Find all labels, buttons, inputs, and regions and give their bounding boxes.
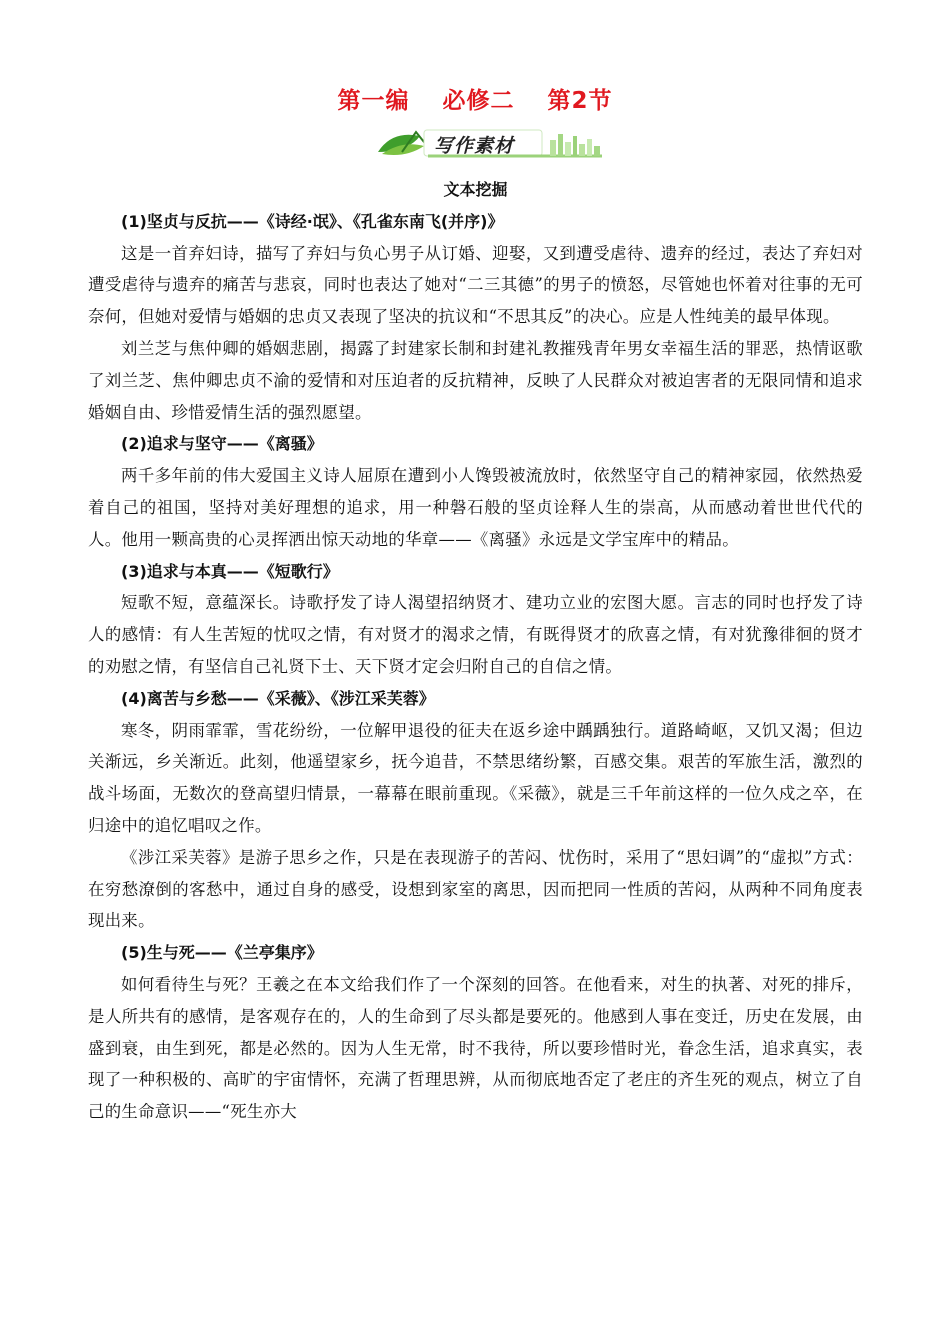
title-part-2: 必修二: [442, 88, 515, 114]
page-title: [0, 82, 950, 115]
section-title: 文本挖掘: [443, 180, 508, 199]
paragraph: 《涉江采芙蓉》是游子思乡之作，只是在表现游子的苦闷、忧伤时，采用了“思妇调”的“虚拟”方式：在穷愁潦倒的客愁中，通过自身的感受，设想到家室的离思，因而把同一性质的苦闷，从两种不同角度表现出来。: [88, 847, 863, 931]
paragraph: 这是一首弃妇诗，描写了弃妇与负心男子从订婚、迎娶，又到遭受虐待、遗弃的经过，表达了弃妇对遭受虐待与遗弃的痛苦与悲哀，同时也表达了她对“二三其德”的男子的愤怒，尽管她也怀着对往事的无可奈何，但她对爱情与婚姻的忠贞又表现了坚决的抗议和“不思其反”的决心。应是人性纯美的最早体现。: [88, 243, 863, 327]
paragraph: 两千多年前的伟大爱国主义诗人屈原在遭到小人馋毁被流放时，依然坚守自己的精神家园，依然热爱着自己的祖国，坚持对美好理想的追求，用一种磐石般的坚贞诠释人生的崇高，从而感动着世世代代的人。他用一颗高贵的心灵挥洒出惊天动地的华章——《离骚》永远是文学宝库中的精品。: [88, 466, 863, 549]
section-heading-4: (4)离苦与乡愁——《采薇》、《涉江采芙蓉》: [121, 688, 435, 708]
section-heading-5: (5)生与死——《兰亭集序》: [121, 943, 323, 963]
paragraph: 如何看待生与死？王羲之在本文给我们作了一个深刻的回答。在他看来，对生的执著、对死的排斥，是人所共有的感情，是客观存在的，人的生命到了尽头都是要死的。他感到人事在变迁，历史在发展，由盛到衰，由生到死，都是必然的。因为人生无常，时不我待，所以要珍惜时光，眷念生活，追求真实，表现了一种积极的、高旷的宇宙情怀，充满了哲理思辨，从而彻底地否定了老庄的齐生死的观点，树立了自己的生命意识——“死生亦大: [88, 974, 863, 1122]
paragraph: 短歌不短，意蕴深长。诗歌抒发了诗人渴望招纳贤才、建功立业的宏图大愿。言志的同时也抒发了诗人的感情：有人生苦短的忧叹之情，有对贤才的渴求之情，有既得贤才的欣喜之情，有对犹豫徘徊的贤才的劝慰之情，有坚信自己礼贤下士、天下贤才定会归附自己的自信之情。: [88, 593, 863, 676]
paragraph: 刘兰芝与焦仲卿的婚姻悲剧，揭露了封建家长制和封建礼教摧残青年男女幸福生活的罪恶，热情讴歌了刘兰芝、焦仲卿忠贞不渝的爱情和对压迫者的反抗精神，反映了人民群众对被迫害者的无限同情和追求婚姻自由、珍惜爱情生活的强烈愿望。: [88, 338, 863, 422]
title-part-3: 第2节: [547, 88, 613, 114]
paragraph: 寒冬，阴雨霏霏，雪花纷纷，一位解甲退役的征夫在返乡途中踽踽独行。道路崎岖，又饥又渴；但边关渐远，乡关渐近。此刻，他遥望家乡，抚今追昔，不禁思绪纷繁，百感交集。艰苦的军旅生活，激烈的战斗场面，无数次的登高望归情景，一幕幕在眼前重现。《采薇》，就是三千年前这样的一位久戍之卒，在归途中的追忆唱叹之作。: [88, 720, 863, 835]
section-heading-2: (2)追求与坚守——《离骚》: [121, 434, 323, 454]
banner-label: 写作素材: [434, 135, 515, 157]
section-heading-3: (3)追求与本真——《短歌行》: [121, 561, 339, 581]
title-part-1: 第一编: [337, 88, 410, 114]
document-body: [88, 174, 863, 1128]
writing-material-banner: [372, 122, 608, 162]
section-heading-1: (1)坚贞与反抗——《诗经·氓》、《孔雀东南飞(并序)》: [121, 211, 504, 231]
